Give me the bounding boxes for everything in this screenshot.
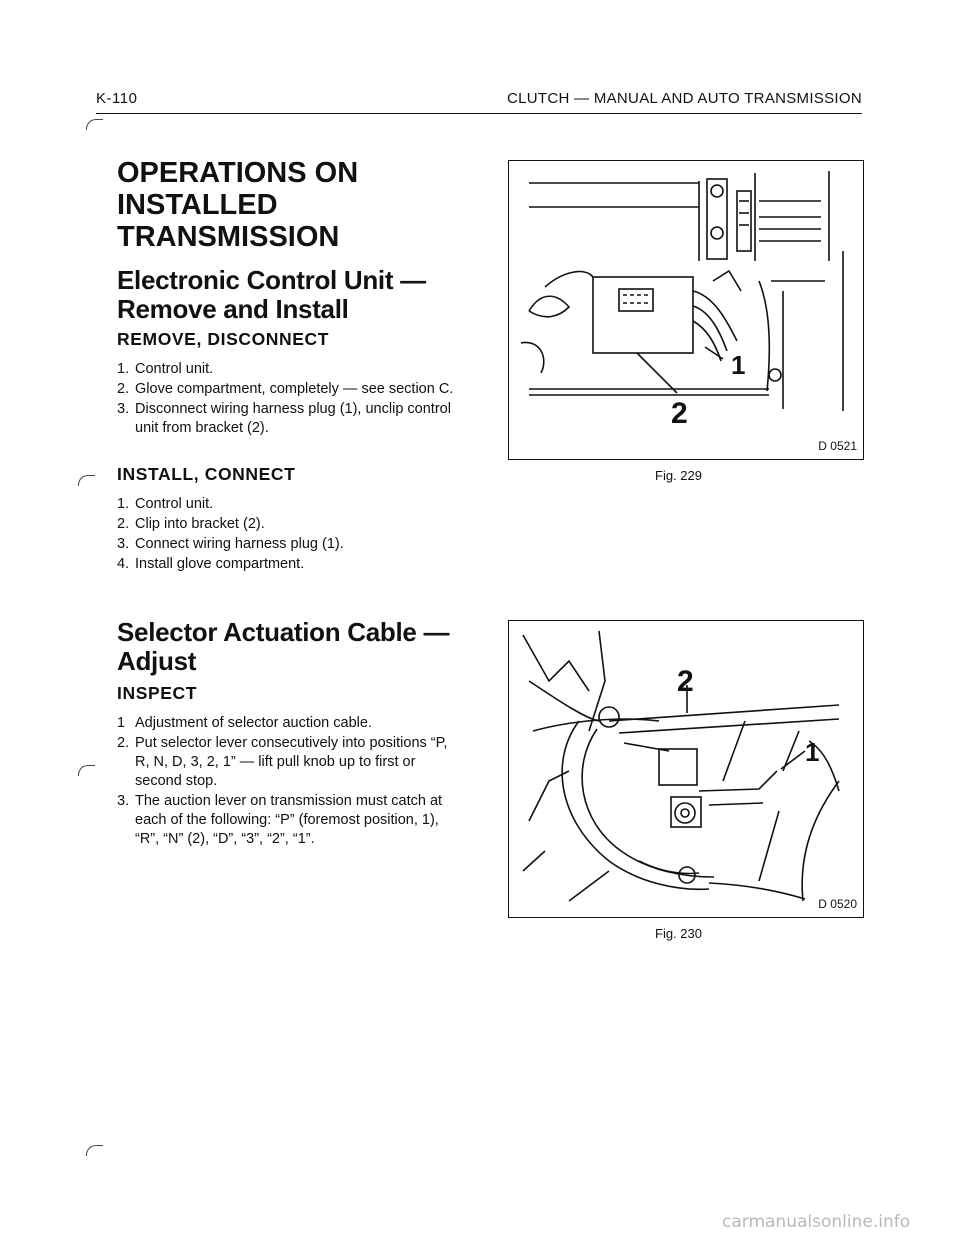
figure-229-box <box>508 160 864 460</box>
running-header: CLUTCH — MANUAL AND AUTO TRANSMISSION <box>506 90 862 107</box>
figure-229-callout-1: 1 <box>731 350 746 380</box>
figure-230-illustration <box>509 621 863 917</box>
figure-230-callout-2: 2 <box>677 665 694 698</box>
list-item: 1. Control unit. <box>117 496 214 512</box>
header-rule <box>96 113 862 114</box>
figure-230-callout-1: 1 <box>805 737 820 767</box>
figure-230-box <box>508 620 864 918</box>
install-steps <box>117 495 457 575</box>
page-number: K-110 <box>96 90 138 107</box>
list-item: 3. Connect wiring harness plug (1). <box>117 536 344 552</box>
list-item: 1 Adjustment of selector auction cable. <box>117 715 372 731</box>
figure-230-caption: Fig. 230 <box>655 926 702 941</box>
list-item: 1. Control unit. <box>117 361 214 377</box>
list-item: 4. Install glove compartment. <box>117 556 305 572</box>
list-item: 2. Glove compartment, completely — see section C. <box>117 381 454 397</box>
cable-section-title: Selector Actuation Cable — Adjust <box>117 617 450 676</box>
list-item: 3. The auction lever on transmission must catch at each of the following: “P” (foremost position, 1), “R”, “N” (2), “D”, “3”, “2”, “1”. <box>117 793 443 847</box>
list-item: 2. Clip into bracket (2). <box>117 516 265 532</box>
list-item: 2. Put selector lever consecutively into positions “P, R, N, D, 3, 2, 1” — lift pull knob up to first or second stop. <box>117 735 448 789</box>
figure-229-caption: Fig. 229 <box>655 468 702 483</box>
list-item: 3. Disconnect wiring harness plug (1), unclip control unit from bracket (2). <box>117 401 451 436</box>
remove-steps <box>117 360 457 439</box>
figure-229-illustration <box>509 161 863 459</box>
inspect-steps <box>117 714 457 850</box>
scan-mark <box>86 1145 103 1156</box>
figure-229-code: D 0521 <box>818 439 857 453</box>
ecu-section-title: Electronic Control Unit — Remove and Install <box>117 265 426 324</box>
figure-229-callout-2: 2 <box>671 397 688 430</box>
remove-heading: REMOVE, DISCONNECT <box>117 329 330 349</box>
watermark: carmanualsonline.info <box>722 1212 911 1232</box>
inspect-heading: INSPECT <box>117 683 198 703</box>
main-title: OPERATIONS ON INSTALLED TRANSMISSION <box>117 157 359 253</box>
scan-mark <box>78 765 95 776</box>
install-heading: INSTALL, CONNECT <box>117 464 296 484</box>
figure-230-code: D 0520 <box>818 897 857 911</box>
scan-mark <box>86 119 103 130</box>
scan-mark <box>78 475 95 486</box>
